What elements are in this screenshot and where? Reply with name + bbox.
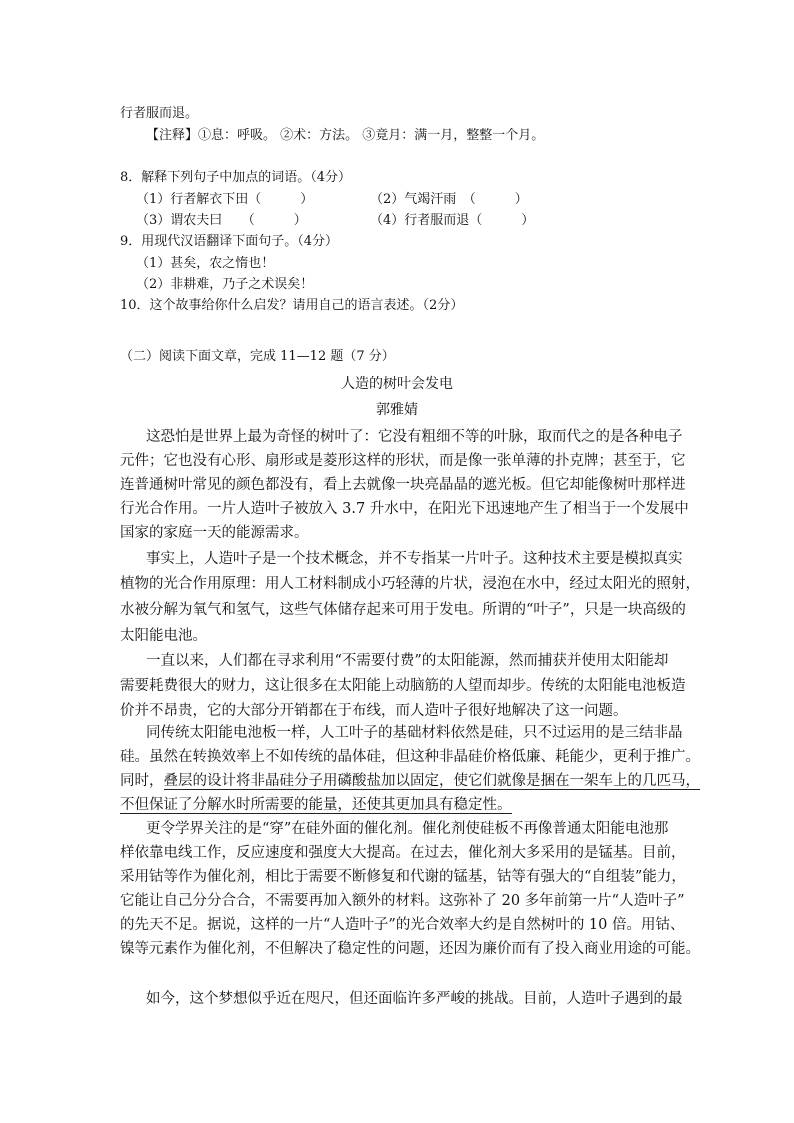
paragraph-1-line: 这恐怕是世界上最为奇怪的树叶了：它没有粗细不等的叶脉，取而代之的是各种电子 <box>146 429 683 445</box>
article-title: 人造的树叶会发电 <box>341 376 453 392</box>
paragraph-1-line: 元件；它也没有心形、扇形或是菱形这样的形状，而是像一张单薄的扑克牌；甚至于，它 <box>120 453 686 469</box>
paragraph-2-line: 太阳能电池。 <box>120 628 207 644</box>
paragraph-5-line: 更令学界关注的是“穿”在硅外面的催化剂。催化剂使硅板不再像普通太阳能电池那 <box>146 821 669 837</box>
article-author: 郭雅婧 <box>376 402 418 418</box>
paragraph-1-line: 行光合作用。一片人造叶子被放入 3.7 升水中，在阳光下迅速地产生了相当于一个发展中 <box>120 501 689 517</box>
paragraph-4-line: 同传统太阳能电池板一样，人工叶子的基础材料依然是硅，只不过运用的是三结非晶 <box>146 725 683 741</box>
paragraph-5-line: 镍等元素作为催化剂，不但解决了稳定性的问题，还因为廉价而有了投入商业用途的可能。 <box>120 941 700 957</box>
question-9-sentence-2: （2）非耕难，乃子之术误矣！ <box>136 277 314 292</box>
paragraph-2-line: 事实上，人造叶子是一个技术概念，并不专指某一片叶子。这种技术主要是模拟真实 <box>146 551 683 567</box>
question-8-item-2: （2）气竭汗雨 （ ） <box>370 192 528 207</box>
question-8-item-3: （3）谓农夫曰 （ ） <box>136 213 307 228</box>
notes-line: 【注释】①息：呼吸。 ②术：方法。 ③竟月：满一月，整整一个月。 <box>146 128 545 143</box>
paragraph-3-line: 需要耗费很大的财力，这让很多在太阳能上动脑筋的人望而却步。传统的太阳能电池板造 <box>120 678 686 694</box>
underlined-sentence-part-1: 叠层的设计将非晶硅分子用磷酸盐加以固定，使它们就像是捆在一架车上的几匹马， <box>163 773 700 789</box>
paragraph-3-line: 价并不昂贵，它的大部分开销都在于布线，而人造叶子很好地解决了这一问题。 <box>120 703 628 719</box>
question-9-title: 9．用现代汉语翻译下面句子。（4分） <box>120 234 339 249</box>
paragraph-5-line: 它能让自己分分合合，不需要再加入额外的材料。这弥补了 20 多年前第一片“人造叶子” <box>120 893 685 909</box>
paragraph-4-prefix: 同时， <box>120 773 164 789</box>
question-8-item-1: （1）行者解衣下田（ ） <box>136 192 314 207</box>
paragraph-4-line-start <box>120 772 700 790</box>
paragraph-5-line: 的先天不足。据说，这样的一片“人造叶子”的光合效率大约是自然树叶的 10 倍。用钴、 <box>120 917 685 933</box>
paragraph-1-line: 连普通树叶常见的颜色都没有，看上去就像一块亮晶晶的遮光板。但它却能像树叶那样进 <box>120 477 686 493</box>
question-10-title: 10．这个故事给你什么启发？请用自己的语言表述。（2分） <box>120 298 464 313</box>
question-9-sentence-1: （1）甚矣，农之惰也！ <box>136 256 275 271</box>
paragraph-5-line: 样依靠电线工作，反应速度和强度大大提高。在过去，催化剂大多采用的是锰基。目前， <box>120 845 686 861</box>
underlined-sentence-part-2: 不但保证了分解水时所需要的能量，还使其更加具有稳定性。 <box>120 797 512 813</box>
paragraph-4-line <box>120 796 512 814</box>
question-8-item-4: （4）行者服而退（ ） <box>370 213 535 228</box>
paragraph-2-line: 植物的光合作用原理：用人工材料制成小巧轻薄的片状，浸泡在水中，经过太阳光的照射， <box>120 576 700 592</box>
paragraph-5-line: 采用钴等作为催化剂，相比于需要不断修复和代谢的锰基，钴等有强大的“自组装”能力， <box>120 869 686 885</box>
paragraph-2-line: 水被分解为氧气和氢气，这些气体储存起来可用于发电。所谓的“叶子”，只是一块高级的 <box>120 602 686 618</box>
text-line: 行者服而退。 <box>120 106 199 121</box>
paragraph-4-line: 硅。虽然在转换效率上不如传统的晶体硅，但这种非晶硅价格低廉、耗能少，更利于推广。 <box>120 749 700 765</box>
paragraph-3-line: 一直以来，人们都在寻求利用“不需要付费”的太阳能源，然而捕获并使用太阳能却 <box>146 653 669 669</box>
question-8-title: 8．解释下列句子中加点的词语。（4分） <box>120 170 352 185</box>
paragraph-6-line: 如今，这个梦想似乎近在咫尺，但还面临许多严峻的挑战。目前，人造叶子遇到的最 <box>146 991 683 1007</box>
section-heading: （二）阅读下面文章，完成 11—12 题（7 分） <box>120 349 395 364</box>
paragraph-1-line: 国家的家庭一天的能源需求。 <box>120 525 309 541</box>
